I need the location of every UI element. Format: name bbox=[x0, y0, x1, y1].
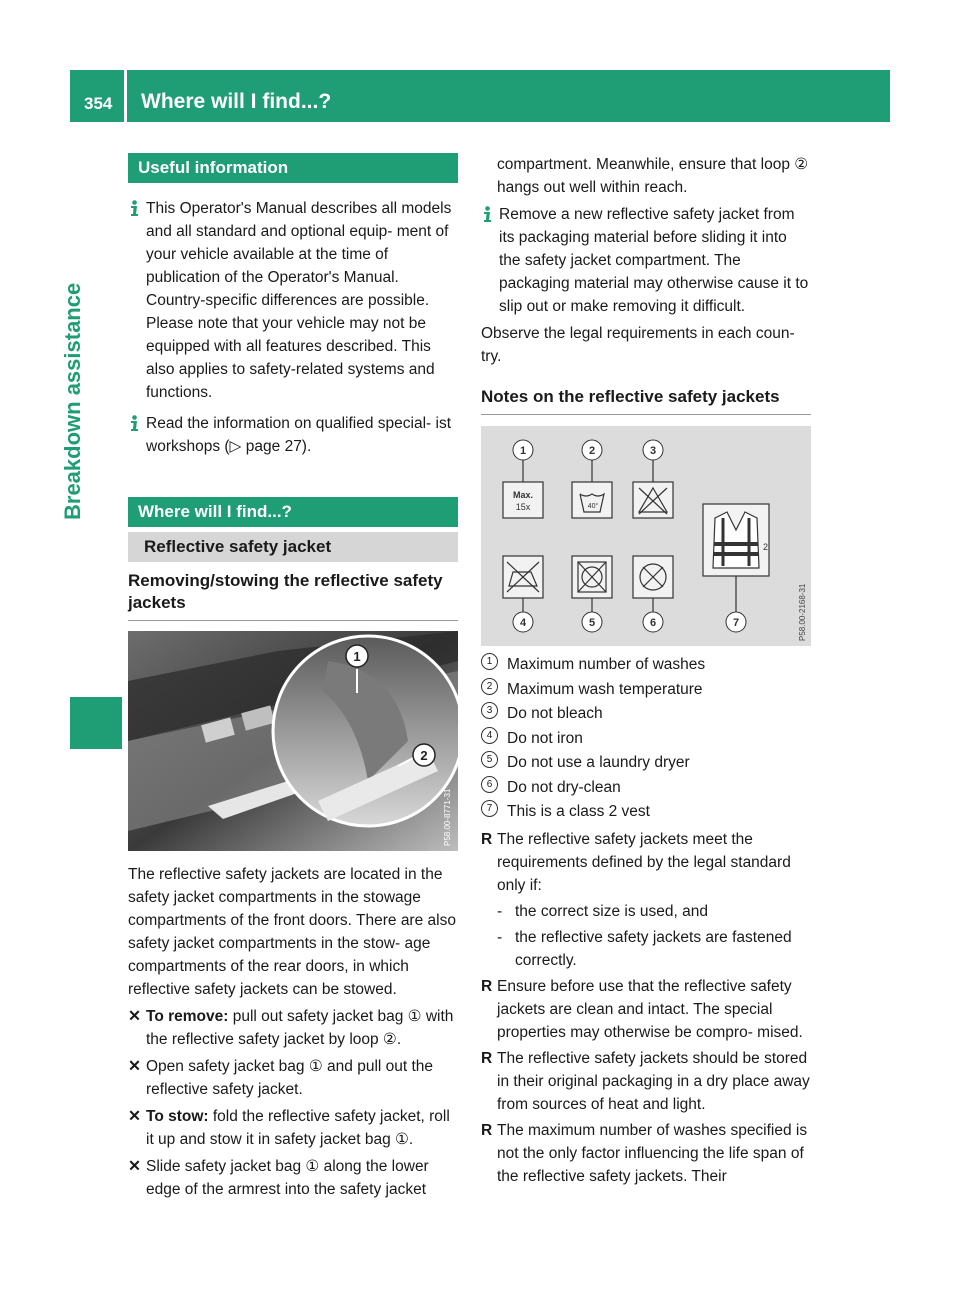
num-7: 7 bbox=[732, 617, 740, 629]
bullet-text: The maximum number of washes specified is not the only factor influencing the life span of the reflective safety jackets. Their bbox=[497, 1122, 808, 1185]
right-column bbox=[481, 153, 811, 1188]
dash-item: - the correct size is used, and bbox=[481, 900, 811, 923]
step-text: Slide safety jacket bag ① along the lower edge of the armrest into the safety jacket bbox=[146, 1158, 429, 1198]
legend-number: 4 bbox=[481, 727, 498, 744]
num-2: 2 bbox=[588, 445, 596, 457]
bullet-text: Ensure before use that the reflective safety jackets are clean and intact. The special properties may otherwise be compro- mised. bbox=[497, 978, 803, 1041]
step-arrow-icon: ✕ bbox=[128, 1008, 141, 1025]
callout-2-label: 2 bbox=[420, 748, 428, 763]
subsection-heading: Reflective safety jacket bbox=[128, 532, 458, 562]
legend-item bbox=[481, 678, 811, 701]
num-6: 6 bbox=[649, 617, 657, 629]
step-arrow-icon: ✕ bbox=[128, 1058, 141, 1075]
legend-item bbox=[481, 751, 811, 774]
legend-text: Do not iron bbox=[507, 729, 583, 747]
location-paragraph: The reflective safety jackets are located in the safety jacket compartments in the stowage compartments of the front doors. There are also safety jacket compartments in the stow- age compartments of the rear doors, in which reflective safety jackets can be stowed. bbox=[128, 866, 456, 998]
no-dryer-icon bbox=[578, 562, 606, 592]
temp-label: 40° bbox=[587, 503, 599, 510]
header-title: Where will I find...? bbox=[127, 70, 890, 122]
step-text: fold the reflective safety jacket, roll it up and stow it in safety jacket bag ①. bbox=[146, 1108, 450, 1148]
num-1: 1 bbox=[519, 445, 527, 457]
info-icon bbox=[481, 206, 494, 222]
step-item bbox=[128, 1005, 458, 1051]
page-number: 354 bbox=[70, 70, 124, 122]
max-label-1: Max. bbox=[512, 490, 534, 500]
bullet-icon: R bbox=[481, 831, 493, 848]
side-tab-label: Breakdown assistance bbox=[60, 282, 85, 520]
door-photo bbox=[128, 631, 458, 851]
legend-item bbox=[481, 702, 811, 725]
info-note bbox=[128, 412, 458, 458]
step-label: To remove: bbox=[146, 1008, 229, 1025]
info-text-1: This Operator's Manual describes all models and all standard and optional equip- ment of your vehicle available at the time of publication of the Operator's Manual. Country-specific differences are possible. Please note that your vehicle may not be equipped with all features described. This also applies to safety-related systems and functions. bbox=[146, 200, 452, 401]
info-note bbox=[128, 197, 458, 404]
step-item bbox=[128, 1155, 458, 1201]
photo-code: P58.00-8771-31 bbox=[443, 788, 452, 846]
left-column bbox=[128, 153, 458, 1201]
section-heading: Where will I find...? bbox=[128, 497, 458, 527]
legend-number: 7 bbox=[481, 800, 498, 817]
continued-text: compartment. Meanwhile, ensure that loop ② hangs out well within reach. bbox=[497, 156, 809, 196]
legend-number: 3 bbox=[481, 702, 498, 719]
bullet-item bbox=[481, 1047, 811, 1116]
step-item bbox=[128, 1105, 458, 1151]
step-text: Open safety jacket bag ① and pull out the reflective safety jacket. bbox=[146, 1058, 434, 1098]
dash-text: the correct size is used, and bbox=[515, 903, 708, 920]
bullet-icon: R bbox=[481, 1122, 493, 1139]
step-arrow-icon: ✕ bbox=[128, 1158, 141, 1175]
legend-list bbox=[481, 653, 811, 823]
info-text-2: Read the information on qualified special- ist workshops (▷ page 27). bbox=[146, 415, 452, 455]
dash-text: the reflective safety jackets are fastened correctly. bbox=[515, 929, 792, 969]
bullet-icon: R bbox=[481, 978, 493, 995]
info-icon bbox=[128, 200, 141, 216]
legend-number: 6 bbox=[481, 776, 498, 793]
step-text: pull out safety jacket bag ① with the reflective safety jacket by loop ②. bbox=[146, 1008, 454, 1048]
step-label: To stow: bbox=[146, 1108, 209, 1125]
num-5: 5 bbox=[588, 617, 596, 629]
legend-item bbox=[481, 776, 811, 799]
care-symbols-diagram bbox=[481, 426, 811, 646]
legend-text: Do not use a laundry dryer bbox=[507, 754, 690, 771]
legend-text: This is a class 2 vest bbox=[507, 803, 650, 820]
bullet-text: The reflective safety jackets should be stored in their original packaging in a dry place away from sources of heat and light. bbox=[497, 1050, 810, 1113]
legend-item bbox=[481, 653, 811, 676]
diagram-code: P58.00-2168-31 bbox=[798, 583, 807, 641]
info-note bbox=[481, 203, 811, 318]
num-3: 3 bbox=[649, 445, 657, 457]
legend-number: 2 bbox=[481, 678, 498, 695]
class-label: 2 bbox=[763, 542, 769, 552]
step-item bbox=[128, 1055, 458, 1101]
legend-item bbox=[481, 800, 811, 823]
removing-heading: Removing/stowing the reflective safety jackets bbox=[128, 570, 458, 621]
legend-text: Maximum number of washes bbox=[507, 656, 706, 673]
bullet-text: The reflective safety jackets meet the requirements defined by the legal standard only if: bbox=[497, 831, 791, 894]
legend-text: Do not dry-clean bbox=[507, 778, 621, 796]
dash-item: - the reflective safety jackets are fastened correctly. bbox=[481, 926, 811, 972]
observe-text: Observe the legal requirements in each coun- try. bbox=[481, 325, 795, 365]
useful-info-heading: Useful information bbox=[128, 153, 458, 183]
legend-text: Maximum wash temperature bbox=[507, 680, 703, 698]
legend-number: 5 bbox=[481, 751, 498, 768]
bullet-item bbox=[481, 1119, 811, 1188]
max-label-2: 15x bbox=[515, 502, 531, 512]
notes-heading: Notes on the reflective safety jackets bbox=[481, 386, 811, 415]
bullet-item bbox=[481, 828, 811, 897]
legend-text: Do not bleach bbox=[507, 705, 603, 722]
bullet-item bbox=[481, 975, 811, 1044]
bullet-icon: R bbox=[481, 1050, 493, 1067]
info-text-3: Remove a new reflective safety jacket from its packaging material before sliding it into the safety jacket compartment. The packaging material may otherwise cause it to slip out or make removing it difficult. bbox=[499, 206, 809, 315]
legend-item bbox=[481, 727, 811, 750]
legend-number: 1 bbox=[481, 653, 498, 670]
step-arrow-icon: ✕ bbox=[128, 1108, 141, 1125]
side-tab-block bbox=[70, 697, 122, 749]
callout-1-label: 1 bbox=[353, 649, 361, 664]
num-4: 4 bbox=[519, 617, 527, 629]
info-icon bbox=[128, 415, 141, 431]
